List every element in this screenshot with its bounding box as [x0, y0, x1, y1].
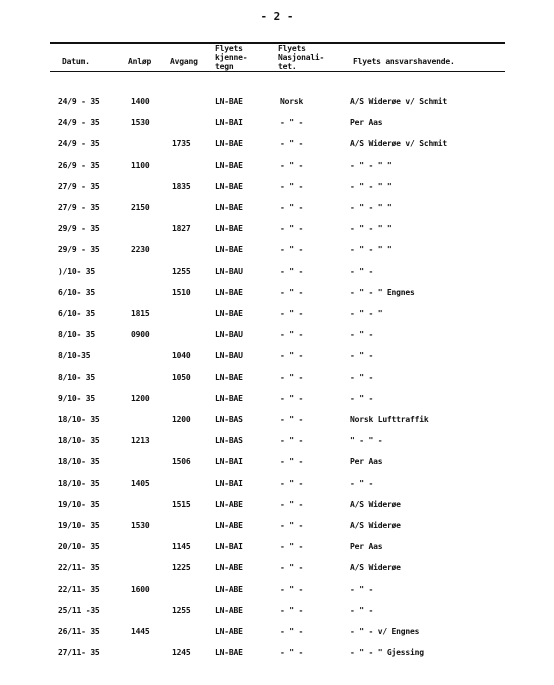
row-nationality: - " -: [280, 118, 304, 128]
row-responsible: - " -: [350, 330, 374, 340]
row-date: 6/10- 35: [58, 309, 95, 318]
row-responsible: A/S Widerøe: [350, 499, 401, 509]
row-date: 26/11- 35: [58, 627, 100, 636]
row-nationality: - " -: [280, 393, 304, 403]
row-nationality: - " -: [280, 415, 304, 424]
row-responsible: - " -: [350, 584, 374, 594]
row-responsible: - " -: [350, 372, 374, 382]
row-nationality: - " -: [280, 436, 304, 446]
table-row: [0, 561, 554, 575]
row-arrival: 1530: [131, 118, 150, 128]
row-date: )/10- 35: [58, 266, 95, 276]
row-registration: LN-BAI: [215, 457, 243, 467]
row-nationality: - " -: [280, 330, 304, 340]
row-registration: LN-BAS: [215, 436, 243, 446]
row-nationality: - " -: [280, 542, 304, 552]
row-responsible: Per Aas: [350, 118, 383, 128]
row-departure: 1255: [172, 266, 191, 276]
row-responsible: - " -: [350, 605, 374, 615]
row-responsible: - " - " Engnes: [350, 287, 415, 297]
row-arrival: 0900: [131, 330, 150, 340]
row-responsible: - " - " ": [350, 203, 392, 212]
row-nationality: - " -: [280, 478, 304, 488]
row-departure: 1506: [172, 457, 191, 467]
row-nationality: - " -: [280, 266, 304, 276]
row-arrival: 1530: [131, 521, 150, 530]
table-row: [0, 413, 554, 427]
row-registration: LN-ABE: [215, 499, 243, 509]
row-arrival: 1400: [131, 97, 150, 106]
row-responsible: " - " -: [350, 436, 383, 446]
row-nationality: - " -: [280, 457, 304, 467]
row-responsible: - " -: [350, 393, 374, 403]
row-responsible: - " - ": [350, 309, 383, 318]
row-date: 24/9 - 35: [58, 118, 100, 128]
row-date: 27/11- 35: [58, 648, 100, 658]
row-nationality: - " -: [280, 605, 304, 615]
table-row: [0, 265, 554, 279]
row-departure: 1255: [172, 605, 191, 615]
row-nationality: - " -: [280, 627, 304, 636]
row-registration: LN-BAE: [215, 97, 243, 106]
row-registration: LN-BAE: [215, 648, 243, 658]
row-departure: 1245: [172, 648, 191, 658]
row-registration: LN-BAE: [215, 203, 243, 212]
row-departure: 1050: [172, 372, 191, 382]
row-date: 19/10- 35: [58, 499, 100, 509]
row-responsible: - " - " ": [350, 160, 392, 170]
table-row: [0, 604, 554, 618]
row-nationality: - " -: [280, 309, 304, 318]
row-nationality: - " -: [280, 139, 304, 149]
row-nationality: - " -: [280, 181, 304, 191]
row-departure: 1835: [172, 181, 191, 191]
row-date: 26/9 - 35: [58, 160, 100, 170]
row-responsible: - " -: [350, 351, 374, 361]
row-responsible: Per Aas: [350, 542, 383, 552]
row-nationality: - " -: [280, 203, 304, 212]
row-departure: 1827: [172, 224, 191, 234]
row-date: 19/10- 35: [58, 521, 100, 530]
table-row: [0, 349, 554, 363]
row-departure: 1145: [172, 542, 191, 552]
row-nationality: - " -: [280, 648, 304, 658]
row-responsible: - " - " ": [350, 181, 392, 191]
row-registration: LN-ABE: [215, 627, 243, 636]
row-date: 8/10- 35: [58, 330, 95, 340]
row-responsible: A/S Widerøe: [350, 563, 401, 573]
row-date: 22/11- 35: [58, 563, 100, 573]
row-date: 20/10- 35: [58, 542, 100, 552]
row-date: 22/11- 35: [58, 584, 100, 594]
row-departure: 1510: [172, 287, 191, 297]
header-responsible: Flyets ansvarshavende.: [353, 57, 455, 66]
row-nationality: - " -: [280, 224, 304, 234]
header-date: Datum.: [62, 57, 90, 66]
row-registration: LN-BAI: [215, 118, 243, 128]
row-date: 18/10- 35: [58, 478, 100, 488]
table-row: [0, 116, 554, 130]
row-responsible: - " - v/ Engnes: [350, 627, 420, 636]
row-departure: 1040: [172, 351, 191, 361]
table-row: [0, 625, 554, 639]
row-date: 27/9 - 35: [58, 181, 100, 191]
table-row: [0, 498, 554, 512]
row-registration: LN-BAE: [215, 139, 243, 149]
table-row: [0, 434, 554, 448]
row-responsible: - " -: [350, 478, 374, 488]
row-date: 18/10- 35: [58, 415, 100, 424]
row-nationality: - " -: [280, 372, 304, 382]
row-registration: LN-BAI: [215, 542, 243, 552]
table-row: [0, 583, 554, 597]
row-registration: LN-ABE: [215, 563, 243, 573]
table-row: [0, 286, 554, 300]
row-date: 24/9 - 35: [58, 139, 100, 149]
row-responsible: - " - " ": [350, 245, 392, 255]
row-arrival: 1600: [131, 584, 150, 594]
row-responsible: - " - " ": [350, 224, 392, 234]
table-row: [0, 477, 554, 491]
row-responsible: Norsk Lufttraffik: [350, 415, 429, 424]
header-departure: Avgang: [170, 57, 198, 66]
row-registration: LN-BAE: [215, 372, 243, 382]
page-number: - 2 -: [260, 10, 294, 23]
table-row: [0, 328, 554, 342]
row-nationality: - " -: [280, 563, 304, 573]
row-date: 29/9 - 35: [58, 224, 100, 234]
row-date: 9/10- 35: [58, 393, 95, 403]
row-arrival: 2230: [131, 245, 150, 255]
row-registration: LN-BAS: [215, 415, 243, 424]
row-date: 6/10- 35: [58, 287, 95, 297]
table-row: [0, 646, 554, 660]
row-arrival: 1100: [131, 160, 150, 170]
row-registration: LN-BAI: [215, 478, 243, 488]
table-row: [0, 455, 554, 469]
row-date: 29/9 - 35: [58, 245, 100, 255]
row-departure: 1200: [172, 415, 191, 424]
row-registration: LN-ABE: [215, 584, 243, 594]
table-row: [0, 201, 554, 215]
row-registration: LN-BAU: [215, 351, 243, 361]
row-responsible: A/S Widerøe v/ Schmit: [350, 97, 447, 106]
table-row: [0, 519, 554, 533]
row-registration: LN-BAE: [215, 393, 243, 403]
table-row: [0, 222, 554, 236]
row-arrival: 1405: [131, 478, 150, 488]
row-registration: LN-BAE: [215, 309, 243, 318]
row-departure: 1735: [172, 139, 191, 149]
header-rule-bottom: [50, 71, 505, 72]
row-responsible: Per Aas: [350, 457, 383, 467]
table-row: [0, 392, 554, 406]
table-row: [0, 159, 554, 173]
table-row: [0, 95, 554, 109]
row-nationality: Norsk: [280, 97, 304, 106]
header-arrival: Anløp: [128, 57, 152, 66]
row-registration: LN-BAU: [215, 330, 243, 340]
header-registration: Flyets kjenne- tegn: [215, 44, 248, 71]
row-date: 8/10-35: [58, 351, 91, 361]
row-date: 18/10- 35: [58, 457, 100, 467]
row-responsible: A/S Widerøe: [350, 521, 401, 530]
table-row: [0, 180, 554, 194]
table-row: [0, 371, 554, 385]
row-date: 25/11 -35: [58, 605, 100, 615]
row-nationality: - " -: [280, 499, 304, 509]
table-row: [0, 307, 554, 321]
row-registration: LN-BAE: [215, 224, 243, 234]
table-row: [0, 243, 554, 257]
row-arrival: 1200: [131, 393, 150, 403]
row-nationality: - " -: [280, 245, 304, 255]
row-registration: LN-BAE: [215, 245, 243, 255]
row-departure: 1225: [172, 563, 191, 573]
row-departure: 1515: [172, 499, 191, 509]
row-nationality: - " -: [280, 287, 304, 297]
row-date: 18/10- 35: [58, 436, 100, 446]
row-arrival: 1445: [131, 627, 150, 636]
row-registration: LN-BAE: [215, 160, 243, 170]
row-nationality: - " -: [280, 521, 304, 530]
table-row: [0, 540, 554, 554]
row-registration: LN-BAU: [215, 266, 243, 276]
row-responsible: - " - " Gjessing: [350, 648, 424, 658]
row-nationality: - " -: [280, 351, 304, 361]
table-row: [0, 137, 554, 151]
row-arrival: 2150: [131, 203, 150, 212]
row-date: 27/9 - 35: [58, 203, 100, 212]
row-date: 8/10- 35: [58, 372, 95, 382]
row-registration: LN-BAE: [215, 181, 243, 191]
row-registration: LN-ABE: [215, 605, 243, 615]
row-registration: LN-BAE: [215, 287, 243, 297]
row-arrival: 1213: [131, 436, 150, 446]
row-nationality: - " -: [280, 584, 304, 594]
row-date: 24/9 - 35: [58, 97, 100, 106]
header-nationality: Flyets Nasjonali- tet.: [278, 44, 325, 71]
row-arrival: 1815: [131, 309, 150, 318]
row-responsible: A/S Widerøe v/ Schmit: [350, 139, 447, 149]
row-responsible: - " -: [350, 266, 374, 276]
row-registration: LN-ABE: [215, 521, 243, 530]
row-nationality: - " -: [280, 160, 304, 170]
